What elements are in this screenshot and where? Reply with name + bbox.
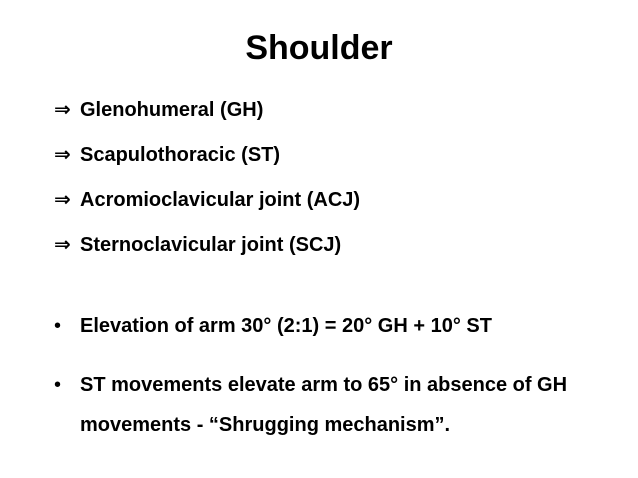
bullet-list xyxy=(54,313,614,452)
bullet-item xyxy=(54,372,614,452)
bullet-text xyxy=(80,372,614,452)
bullet-icon: • xyxy=(54,315,62,337)
joint-list-item xyxy=(54,232,360,277)
right-double-arrow-icon: ⇒ xyxy=(54,234,71,256)
right-double-arrow-icon: ⇒ xyxy=(54,144,71,166)
joint-label: Glenohumeral (GH) xyxy=(80,99,264,121)
bullet-icon: • xyxy=(54,374,62,396)
joint-list xyxy=(54,97,360,277)
bullet-line: ST movements elevate arm to 65° in absence of GH xyxy=(80,374,568,396)
bullet-text xyxy=(80,313,614,353)
joint-label: Scapulothoracic (ST) xyxy=(80,144,281,166)
right-double-arrow-icon: ⇒ xyxy=(54,99,71,121)
joint-list-item xyxy=(54,97,360,142)
joint-list-item xyxy=(54,142,360,187)
slide-title: Shoulder xyxy=(245,29,393,67)
bullet-item xyxy=(54,313,614,353)
joint-list-item xyxy=(54,187,360,232)
joint-label: Sternoclavicular joint (SCJ) xyxy=(80,234,342,256)
bullet-line: Elevation of arm 30° (2:1) = 20° GH + 10° ST xyxy=(80,315,492,337)
joint-label: Acromioclavicular joint (ACJ) xyxy=(80,189,361,211)
bullet-line: movements - “Shrugging mechanism”. xyxy=(80,414,451,436)
right-double-arrow-icon: ⇒ xyxy=(54,189,71,211)
